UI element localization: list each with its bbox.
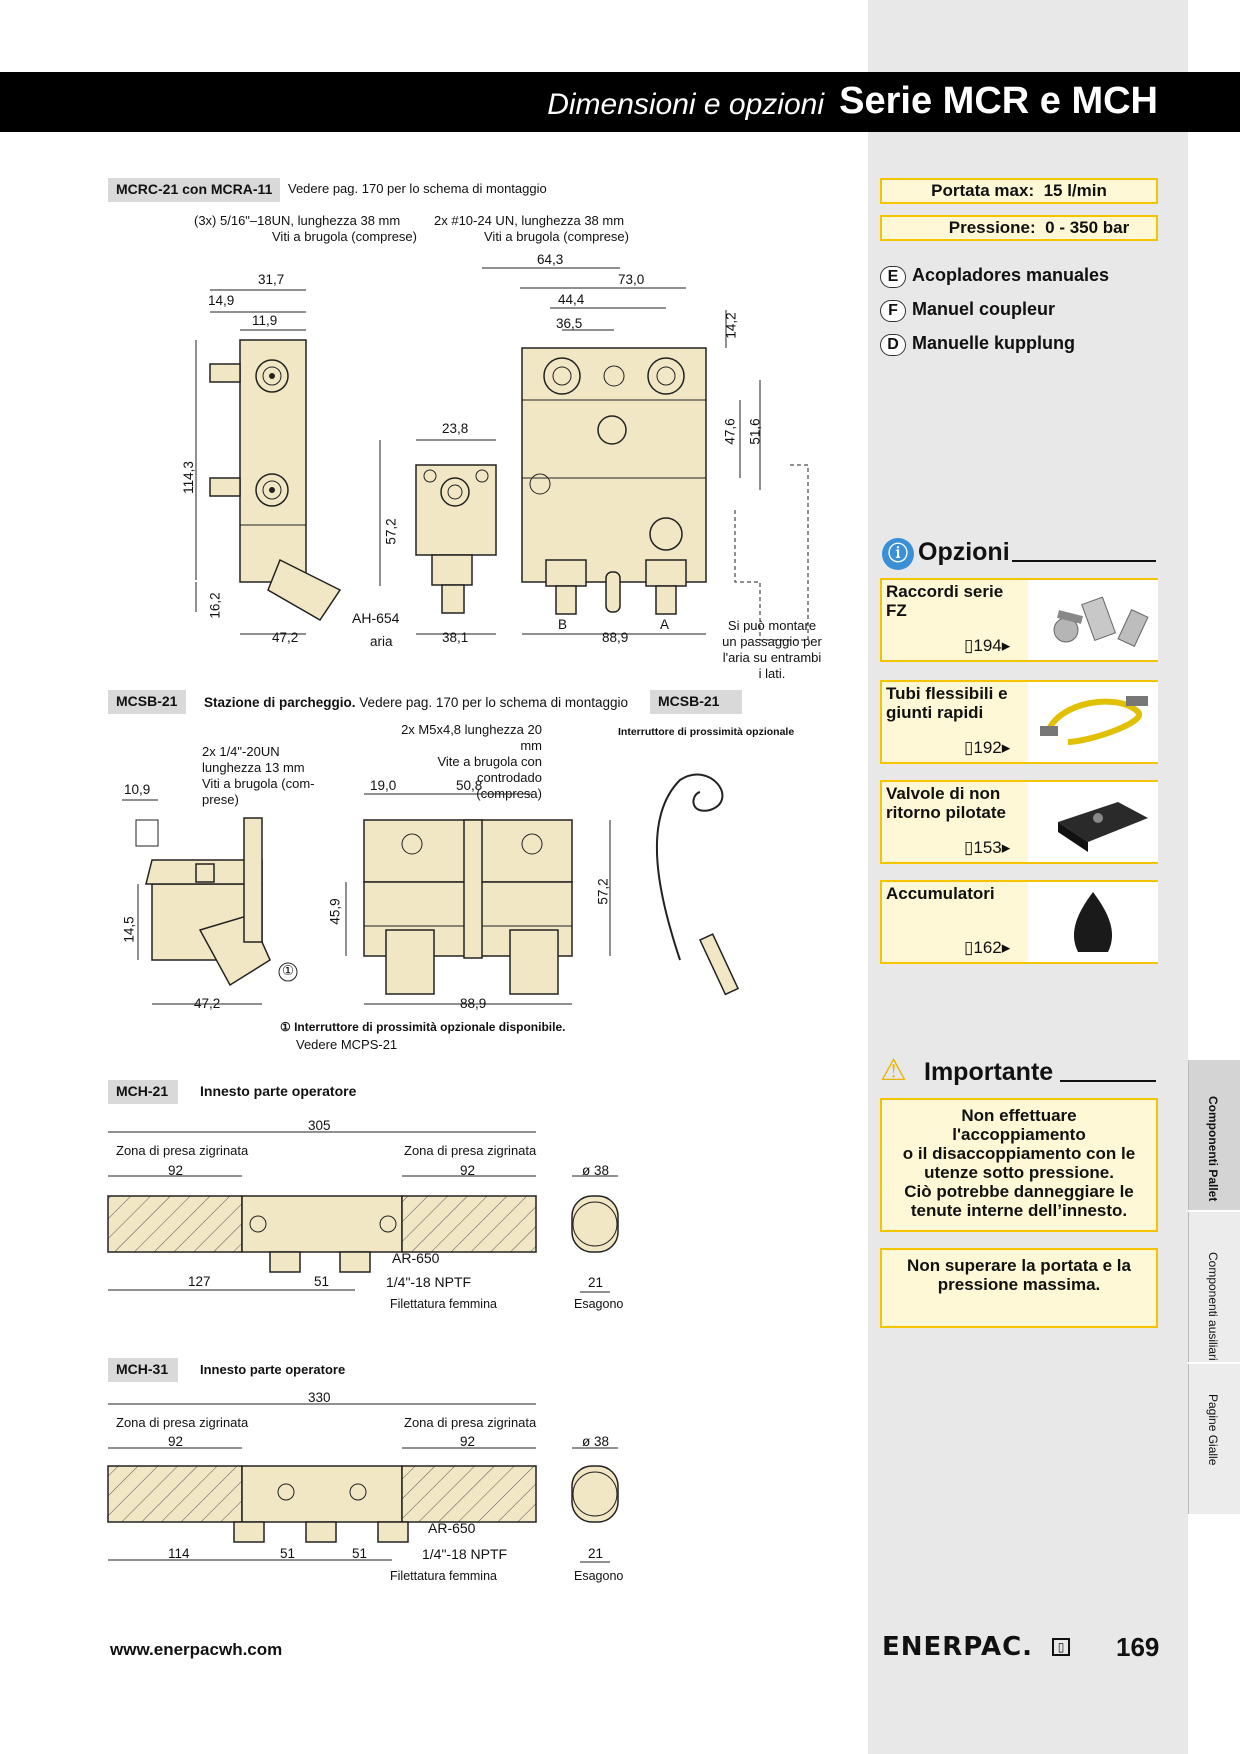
mch21-dim-127: 127	[188, 1274, 211, 1289]
option-accumulatori[interactable]: Accumulatori ▯162▸	[880, 880, 1158, 964]
mcsb-marker: ①	[282, 963, 295, 978]
mch31-fem: Filettatura femmina	[390, 1569, 497, 1583]
mcrc-callout1: (3x) 5/16"–18UN, lunghezza 38 mm	[194, 213, 401, 228]
mcsb-callout2: 2x M5x4,8 lunghezza 20 mm Vite a brugola con controdado (compresa)	[401, 722, 542, 801]
mch31-chip: MCH-31	[108, 1358, 178, 1382]
importante-box-1: Non effettuare l'accoppiamento o il disaccoppiamento con le utenze sotto pressione. Ciò potrebbe danneggiare le tenute interne dell’innesto.	[880, 1098, 1158, 1232]
mch21-esagono: Esagono	[574, 1297, 624, 1311]
mcsb-dim-10-9: 10,9	[124, 782, 151, 797]
port-a-label: A	[660, 617, 670, 632]
importante-title: Importante	[924, 1058, 1054, 1086]
dim-64-3: 64,3	[537, 252, 564, 267]
mcsb-foot1: ① Interruttore di prossimità opzionale disponibile.	[280, 1020, 566, 1034]
mch31-hex: 21	[588, 1546, 604, 1561]
lightbulb-icon: ⓘ	[882, 538, 914, 570]
mch31-npt: 1/4"-18 NPTF	[422, 1546, 508, 1562]
tab-pagine-gialle[interactable]: Pagine Gialle	[1188, 1364, 1240, 1514]
mcsb-foot2: Vedere MCPS-21	[296, 1037, 398, 1052]
mch21-dim-51: 51	[314, 1274, 330, 1289]
mcsb-opt-label: Interruttore di prossimità opzionale	[618, 726, 795, 738]
header-subtitle: Dimensioni e opzioni	[547, 88, 824, 121]
dim-57-2: 57,2	[383, 518, 399, 545]
lang-d: D Manuelle kupplung	[880, 333, 1075, 356]
aria-label: aria	[370, 634, 393, 649]
mcsb-dim-50-8: 50,8	[456, 778, 483, 793]
dim-14-9: 14,9	[208, 293, 235, 308]
warning-icon: ⚠	[880, 1054, 907, 1087]
option-valvole[interactable]: Valvole di non ritorno pilotate ▯153▸	[880, 780, 1158, 864]
page-ref: ▯153▸	[964, 838, 1011, 857]
lang-f: F Manuel coupleur	[880, 299, 1055, 322]
importante-box-2: Non superare la portata e la pressione massima.	[880, 1248, 1158, 1328]
mcrc-callout2: 2x #10-24 UN, lunghezza 38 mm	[434, 213, 625, 228]
mch21-hex: 21	[588, 1275, 604, 1290]
portata-text: Portata max: 15 l/min	[931, 181, 1107, 200]
mcsb-chip-2: MCSB-21	[650, 690, 742, 714]
dim-31-7: 31,7	[258, 272, 285, 287]
mch21-ar: AR-650	[392, 1250, 440, 1266]
mch31-dim-114: 114	[168, 1546, 190, 1561]
mcrc-callout1b: Viti a brugola (comprese)	[272, 229, 417, 244]
mcsb-dim-14-5: 14,5	[121, 916, 137, 943]
mcsb-dim-19-0: 19,0	[370, 778, 397, 793]
mcsb-note: Vedere pag. 170 per lo schema di montaggio	[359, 695, 628, 710]
mch21-total: 305	[308, 1118, 331, 1133]
importante-rule	[1060, 1080, 1156, 1082]
mch31-ar: AR-650	[428, 1520, 476, 1536]
page-ref: ▯194▸	[964, 636, 1011, 655]
option-raccordi[interactable]: Raccordi serie FZ ▯194▸	[880, 578, 1158, 662]
dim-16-2: 16,2	[207, 592, 223, 619]
mch21-zone-right: Zona di presa zigrinata	[404, 1143, 537, 1158]
dim-88-9: 88,9	[602, 630, 629, 645]
dim-23-8: 23,8	[442, 421, 469, 436]
footer-url[interactable]: www.enerpacwh.com	[110, 1640, 283, 1659]
mch21-title: Innesto parte operatore	[200, 1083, 357, 1099]
dim-47-2: 47,2	[272, 630, 299, 645]
mch31-dim-51a: 51	[280, 1546, 296, 1561]
accumulator-image	[1028, 882, 1158, 962]
fittings-image	[1028, 580, 1158, 660]
tab-componenti-pallet[interactable]: Componenti Pallet	[1188, 1060, 1240, 1210]
air-note: Si può montare un passaggio per l'aria su entrambi i lati.	[722, 618, 822, 681]
mch31-zone-right: Zona di presa zigrinata	[404, 1415, 537, 1430]
option-tubi[interactable]: Tubi flessibili e giunti rapidi ▯192▸	[880, 680, 1158, 764]
portata-box	[880, 178, 1158, 204]
book-icon: ▯	[1052, 1638, 1070, 1656]
enerpac-logo: ENERPAC.	[882, 1632, 1034, 1662]
mcsb-callout1: 2x 1/4"-20UN lunghezza 13 mm Viti a brugola (com- prese)	[202, 744, 315, 807]
ah-654-label: AH-654	[352, 610, 400, 626]
sidebar-background	[868, 0, 1188, 1754]
mch21-zone-left: Zona di presa zigrinata	[116, 1143, 249, 1158]
mch21-fem: Filettatura femmina	[390, 1297, 497, 1311]
mch21-npt: 1/4"-18 NPTF	[386, 1274, 472, 1290]
page-number: 169	[1116, 1632, 1160, 1662]
mch31-dim-51b: 51	[352, 1546, 368, 1561]
mch31-zone-left: Zona di presa zigrinata	[116, 1415, 249, 1430]
dim-38-1: 38,1	[442, 630, 469, 645]
mcrc-note: Vedere pag. 170 per lo schema di montaggio	[288, 181, 547, 196]
mch31-zone-left-dim: 92	[168, 1434, 184, 1449]
pressione-box	[880, 215, 1158, 241]
mcsb-chip: MCSB-21	[108, 690, 186, 714]
dim-11-9: 11,9	[252, 313, 278, 328]
opzioni-title: Opzioni	[918, 538, 1010, 566]
mch31-esagono: Esagono	[574, 1569, 624, 1583]
page-ref: ▯162▸	[964, 938, 1011, 957]
mch21-diameter: ø 38	[582, 1163, 610, 1178]
dim-36-5: 36,5	[556, 316, 583, 331]
pressione-text: Pressione: 0 - 350 bar	[948, 218, 1130, 237]
mch31-zone-right-dim: 92	[460, 1434, 476, 1449]
mcrc-callout2b: Viti a brugola (comprese)	[484, 229, 629, 244]
dim-47-6: 47,6	[722, 418, 738, 445]
mch31-total: 330	[308, 1390, 331, 1405]
mcsb-dim-45-9: 45,9	[327, 898, 343, 925]
mch31-title: Innesto parte operatore	[200, 1362, 346, 1377]
mch21-zone-left-dim: 92	[168, 1163, 184, 1178]
dim-51-6: 51,6	[747, 418, 763, 445]
dim-14-2: 14,2	[723, 312, 739, 339]
mcsb-dim-57-2: 57,2	[595, 878, 611, 905]
page-ref: ▯192▸	[964, 738, 1011, 757]
port-b-label: B	[558, 617, 568, 632]
opzioni-rule	[1012, 560, 1156, 562]
dim-73-0: 73,0	[618, 272, 645, 287]
hose-image	[1028, 682, 1158, 762]
dim-44-4: 44,4	[558, 292, 585, 307]
mcrc-chip: MCRC-21 con MCRA-11	[108, 178, 280, 202]
mch21-zone-right-dim: 92	[460, 1163, 476, 1178]
mch31-diameter: ø 38	[582, 1434, 610, 1449]
mch21-chip: MCH-21	[108, 1080, 178, 1104]
header-title: Serie MCR e MCH	[839, 80, 1158, 122]
lang-e: E Acopladores manuales	[880, 265, 1109, 288]
tab-componenti-ausiliari[interactable]: Componenti ausiliari	[1188, 1212, 1240, 1362]
valve-image	[1028, 782, 1158, 862]
mcsb-dim-47-2: 47,2	[194, 996, 221, 1011]
mcsb-dim-88-9: 88,9	[460, 996, 487, 1011]
dim-114-3: 114,3	[180, 461, 196, 494]
mcsb-title: Stazione di parcheggio.	[204, 695, 356, 710]
